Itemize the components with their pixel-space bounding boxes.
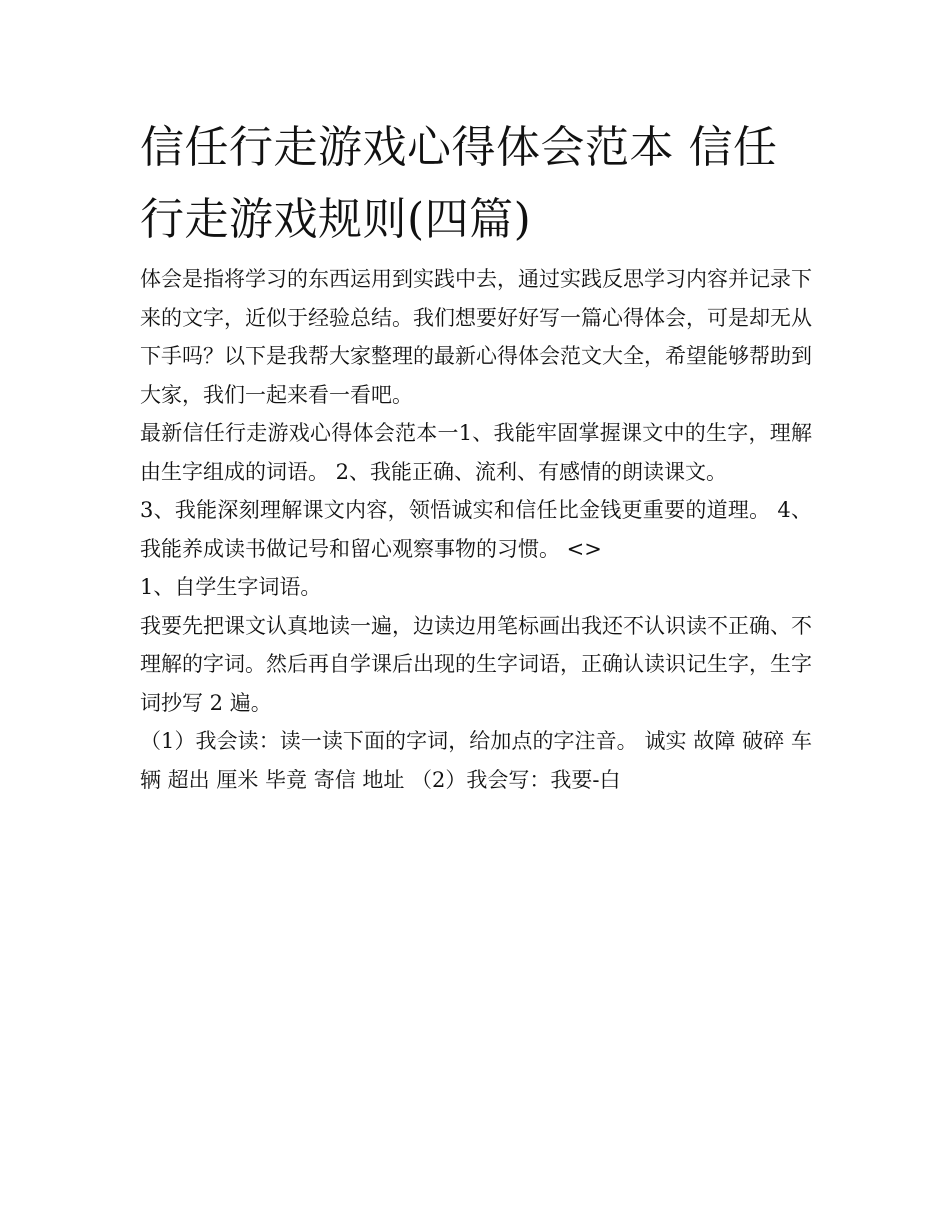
goals-paragraph: 3、我能深刻理解课文内容，领悟诚实和信任比金钱更重要的道理。 4、我能养成读书做记号和留心观察事物的习惯。 <>: [140, 498, 812, 561]
document-body: [140, 112, 812, 799]
document-title: 信任行走游戏心得体会范本 信任行走游戏规则(四篇): [140, 122, 778, 245]
intro-paragraph: 体会是指将学习的东西运用到实践中去，通过实践反思学习内容并记录下来的文字，近似于经验总结。我们想要好好写一篇心得体会，可是却无从下手吗？以下是我帮大家整理的最新心得体会范文大全，希望能够帮助到大家，我们一起来看一看吧。: [140, 267, 812, 407]
sample-one-paragraph: 最新信任行走游戏心得体会范本一1、我能牢固掌握课文中的生字，理解由生字组成的词语。 2、我能正确、流利、有感情的朗读课文。: [140, 421, 812, 484]
section-heading-self-study: 1、自学生字词语。: [140, 575, 322, 599]
exercise-paragraph: （1）我会读：读一读下面的字词，给加点的字注音。 诚实 故障 破碎 车辆 超出 厘米 毕竟 寄信 地址 （2）我会写：我要-白: [140, 729, 812, 792]
self-study-paragraph: 我要先把课文认真地读一遍，边读边用笔标画出我还不认识读不正确、不理解的字词。然后再自学课后出现的生字词语，正确认读识记生字，生字词抄写 2 遍。: [140, 613, 812, 715]
